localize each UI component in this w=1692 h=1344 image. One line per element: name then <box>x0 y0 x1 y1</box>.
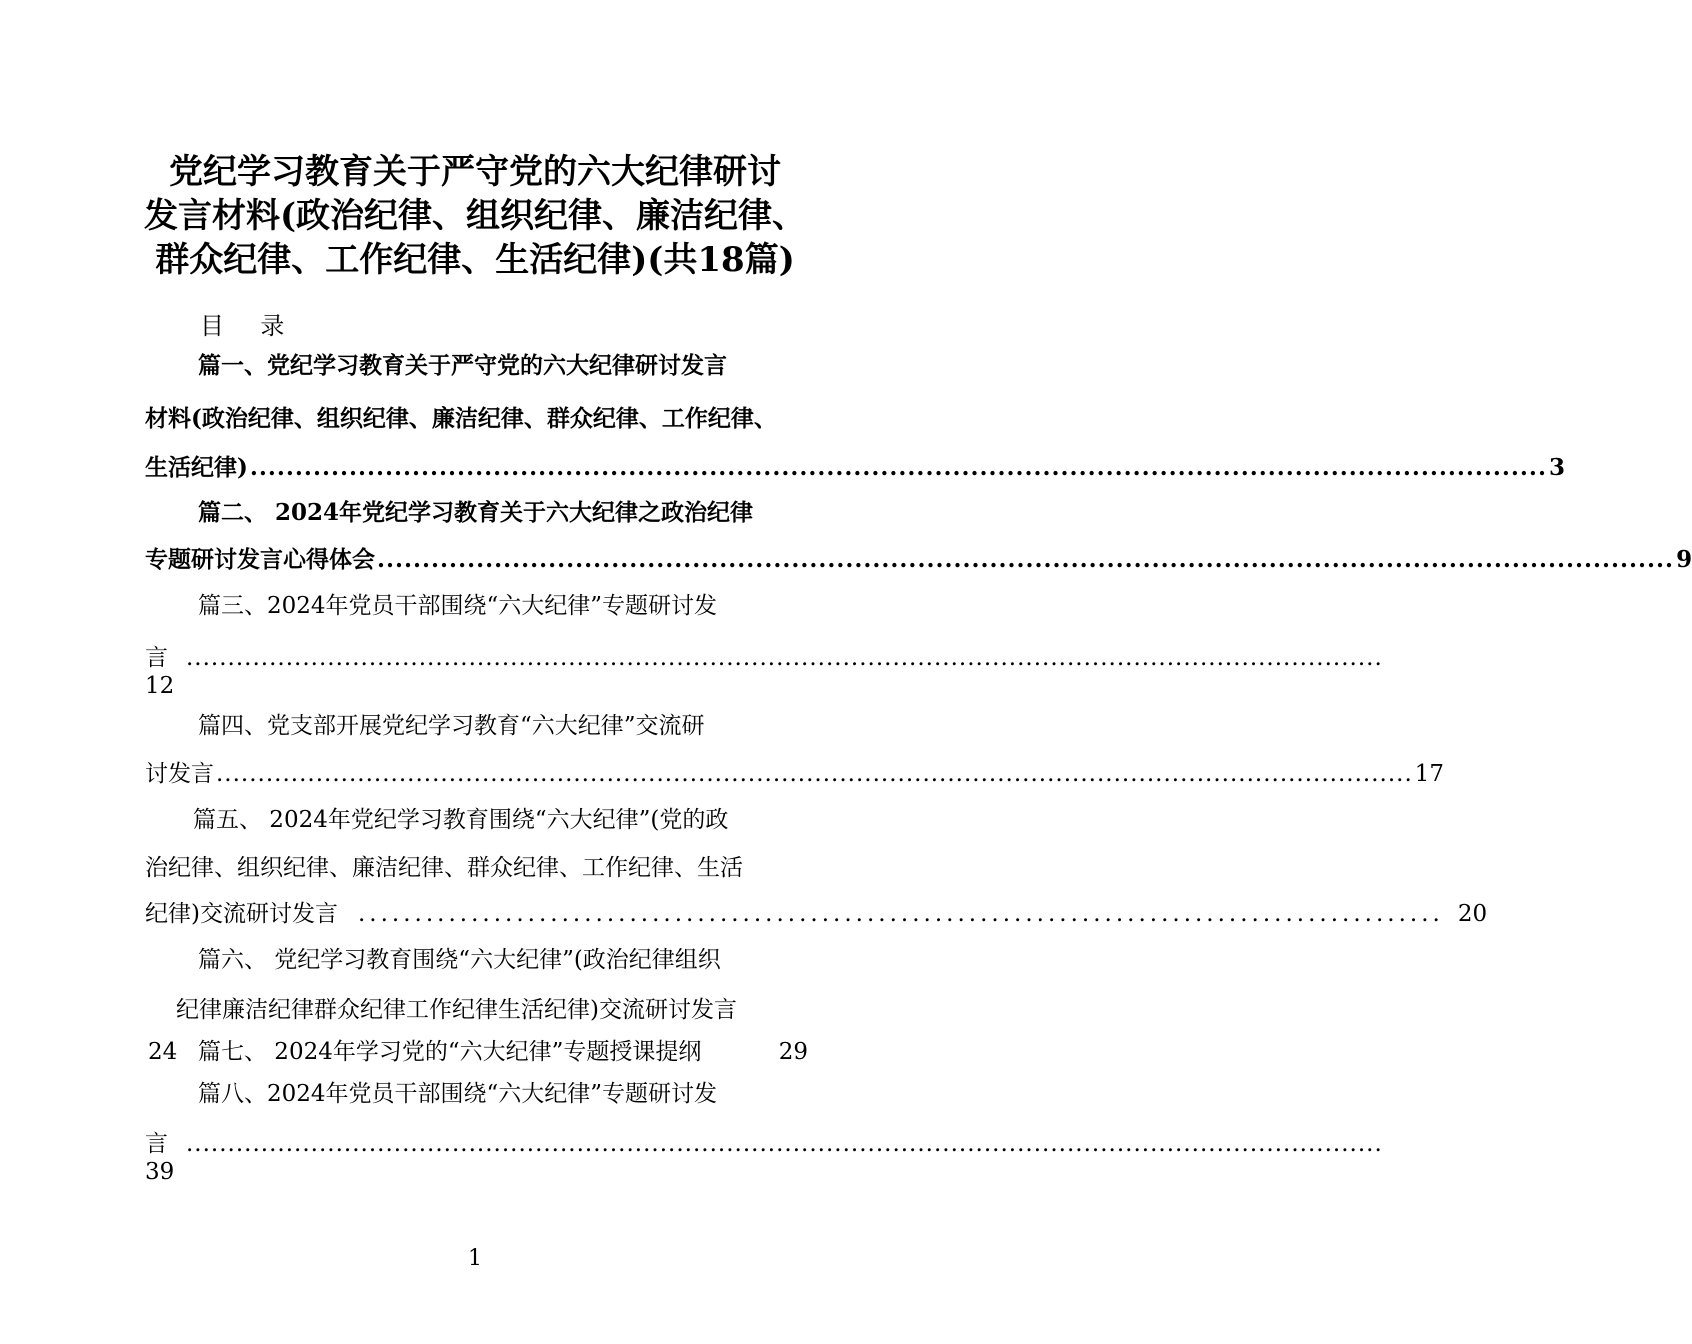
toc-entry-1-text: 生活纪律) <box>145 454 248 481</box>
toc-entry-5-line-3[interactable] <box>145 898 1488 930</box>
toc-leader-dots: ................................................................................................................................................ <box>377 546 1675 573</box>
toc-leader-dots: ................................................................................................................................................ <box>249 454 1547 481</box>
toc-entry-3-page[interactable]: 12 <box>145 673 175 699</box>
toc-entry-7[interactable] <box>198 1036 808 1068</box>
toc-entry-4-text: 讨发言 <box>145 761 214 787</box>
page-number: 1 <box>468 1246 482 1271</box>
toc-entry-1-line-2[interactable]: 材料(政治纪律、组织纪律、廉洁纪律、群众纪律、工作纪律、 <box>145 405 777 432</box>
toc-entry-7-page: 29 <box>778 1039 808 1065</box>
toc-entry-4-line-2[interactable] <box>145 758 1445 790</box>
toc-entry-5-page: 20 <box>1457 901 1488 927</box>
toc-entry-6-page[interactable]: 24 <box>148 1039 178 1065</box>
title-line-2: 发言材料(政治纪律、组织纪律、廉洁纪律、 <box>143 196 807 236</box>
toc-entry-4-line-1[interactable]: 篇四、党支部开展党纪学习教育“六大纪律”交流研 <box>198 713 705 739</box>
toc-entry-1-page: 3 <box>1548 454 1565 481</box>
toc-entry-5-line-2[interactable]: 治纪律、组织纪律、廉洁纪律、群众纪律、工作纪律、生活 <box>145 855 743 881</box>
toc-entry-8-line-2[interactable] <box>145 1128 1383 1160</box>
toc-entry-3-text: 言 <box>145 645 168 671</box>
toc-leader-dots: ................................................................................................................................................ <box>186 645 1383 671</box>
toc-entry-8-text: 言 <box>145 1131 168 1157</box>
toc-entry-1-line-3[interactable] <box>145 452 1565 484</box>
toc-entry-3-line-2[interactable] <box>145 642 1383 674</box>
toc-entry-6-line-2[interactable]: 纪律廉洁纪律群众纪律工作纪律生活纪律)交流研讨发言 <box>176 997 737 1023</box>
title-line-1: 党纪学习教育关于严守党的六大纪律研讨 <box>169 152 781 192</box>
toc-entry-2-line-2[interactable] <box>145 544 1692 576</box>
toc-entry-2-line-1[interactable]: 篇二、 2024年党纪学习教育关于六大纪律之政治纪律 <box>198 499 754 526</box>
toc-entry-2-text: 专题研讨发言心得体会 <box>145 546 375 573</box>
toc-entry-4-page: 17 <box>1414 761 1445 787</box>
toc-leader-dots: ................................................................................................................................................ <box>216 761 1413 787</box>
toc-entry-8-page[interactable]: 39 <box>145 1159 175 1185</box>
toc-entry-8-line-1[interactable]: 篇八、2024年党员干部围绕“六大纪律”专题研讨发 <box>198 1081 718 1107</box>
toc-heading: 目 录 <box>200 312 299 340</box>
toc-entry-5-text: 纪律)交流研讨发言 <box>145 901 338 927</box>
toc-leader-dots: ................................................................................................................................................ <box>186 1131 1383 1157</box>
toc-entry-3-line-1[interactable]: 篇三、2024年党员干部围绕“六大纪律”专题研讨发 <box>198 593 718 619</box>
document-title <box>120 150 830 282</box>
toc-entry-2-page: 9 <box>1676 546 1692 573</box>
toc-leader-dots: ................................................................................................ <box>357 901 1444 927</box>
title-line-3: 群众纪律、工作纪律、生活纪律)(共18篇) <box>155 240 795 280</box>
toc-entry-1-line-1[interactable]: 篇一、党纪学习教育关于严守党的六大纪律研讨发言 <box>198 352 727 379</box>
toc-entry-7-text: 篇七、 2024年学习党的“六大纪律”专题授课提纲 <box>198 1039 702 1065</box>
toc-entry-5-line-1[interactable]: 篇五、 2024年党纪学习教育围绕“六大纪律”(党的政 <box>193 807 729 833</box>
toc-entry-6-line-1[interactable]: 篇六、 党纪学习教育围绕“六大纪律”(政治纪律组织 <box>198 947 721 973</box>
